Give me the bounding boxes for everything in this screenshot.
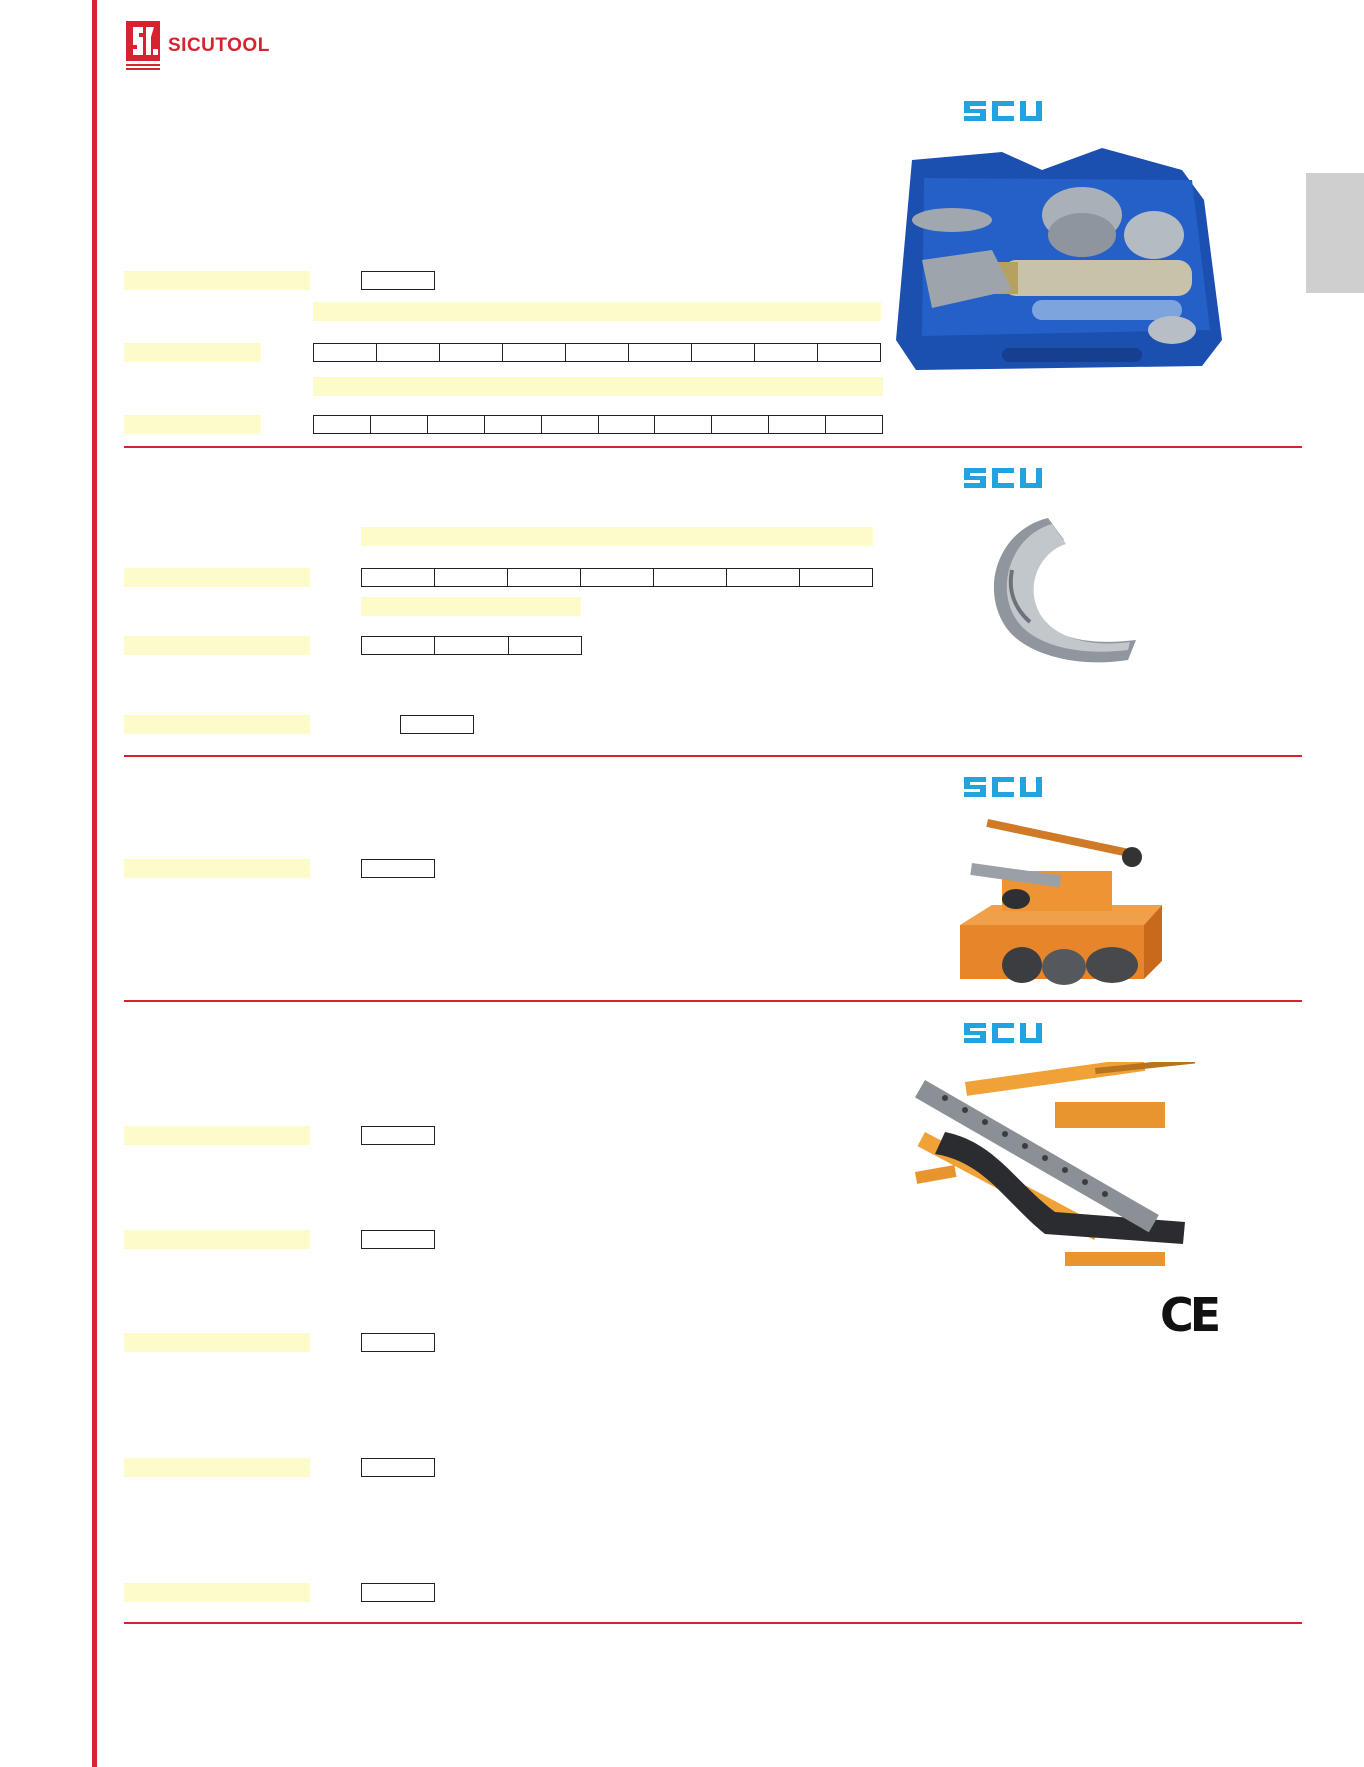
- price-field[interactable]: [361, 1126, 435, 1145]
- spec-header-bar: [313, 302, 881, 321]
- spec-cell: [435, 569, 508, 586]
- spec-label-bar: [124, 1583, 310, 1602]
- spec-value-row: [361, 568, 873, 587]
- spec-cell: [435, 637, 508, 654]
- spec-cell: [712, 416, 769, 433]
- spec-cell: [755, 344, 818, 361]
- tube-bender-kit-case-photo: [892, 140, 1236, 377]
- spec-cell: [503, 344, 566, 361]
- spec-cell: [769, 416, 826, 433]
- spec-value-row: [313, 343, 881, 362]
- hydraulic-tube-bender-frame-photo: [905, 1062, 1215, 1297]
- spec-label-bar: [124, 715, 310, 734]
- spec-header-bar: [361, 527, 873, 546]
- spec-cell: [542, 416, 599, 433]
- spec-label-bar: [124, 271, 310, 290]
- spec-cell: [509, 637, 581, 654]
- spec-value-row: [361, 636, 582, 655]
- price-field[interactable]: [361, 1583, 435, 1602]
- scu-brand-logo: [962, 1020, 1044, 1046]
- spec-cell: [655, 416, 712, 433]
- price-field[interactable]: [361, 1333, 435, 1352]
- scu-brand-logo: [962, 465, 1044, 491]
- spec-value-row: [313, 415, 883, 434]
- spec-label-bar: [124, 1230, 310, 1249]
- spec-label-bar: [124, 1126, 310, 1145]
- price-field[interactable]: [400, 715, 474, 734]
- sicutool-logo: [126, 20, 270, 72]
- spec-cell: [485, 416, 542, 433]
- price-field[interactable]: [361, 1230, 435, 1249]
- spec-cell: [727, 569, 800, 586]
- spec-header-bar: [361, 597, 581, 616]
- price-field[interactable]: [361, 859, 435, 878]
- section-divider: [124, 1622, 1302, 1624]
- spec-cell: [629, 344, 692, 361]
- spec-cell: [599, 416, 656, 433]
- spec-cell: [371, 416, 428, 433]
- price-field[interactable]: [361, 271, 435, 290]
- ce-mark: CE: [1160, 1288, 1218, 1342]
- spec-cell: [362, 569, 435, 586]
- hydraulic-bender-on-stand-photo: [952, 815, 1174, 998]
- spec-label-bar: [124, 1333, 310, 1352]
- sicutool-emblem-icon: [126, 21, 160, 71]
- spec-header-bar: [313, 377, 883, 396]
- spec-cell: [826, 416, 882, 433]
- spec-cell: [362, 637, 435, 654]
- scu-brand-logo: [962, 98, 1044, 124]
- spec-cell: [314, 344, 377, 361]
- left-margin-rule: [92, 0, 97, 1767]
- spec-label-bar: [124, 859, 310, 878]
- section-divider: [124, 755, 1302, 757]
- spec-cell: [692, 344, 755, 361]
- section-divider: [124, 1000, 1302, 1002]
- spec-label-bar: [124, 1458, 310, 1477]
- logo-text: SICUTOOL: [168, 35, 270, 56]
- spec-cell: [440, 344, 503, 361]
- spec-cell: [654, 569, 727, 586]
- bending-shoe-former-photo: [978, 510, 1142, 679]
- spec-label-bar: [124, 568, 310, 587]
- spec-cell: [508, 569, 581, 586]
- spec-cell: [428, 416, 485, 433]
- spec-cell: [581, 569, 654, 586]
- section-tab[interactable]: [1306, 173, 1364, 293]
- section-divider: [124, 446, 1302, 448]
- spec-cell: [800, 569, 872, 586]
- price-field[interactable]: [361, 1458, 435, 1477]
- spec-cell: [314, 416, 371, 433]
- spec-label-bar: [124, 415, 261, 434]
- spec-label-bar: [124, 636, 310, 655]
- spec-cell: [566, 344, 629, 361]
- scu-brand-logo: [962, 774, 1044, 800]
- spec-label-bar: [124, 343, 261, 362]
- spec-cell: [377, 344, 440, 361]
- spec-cell: [818, 344, 880, 361]
